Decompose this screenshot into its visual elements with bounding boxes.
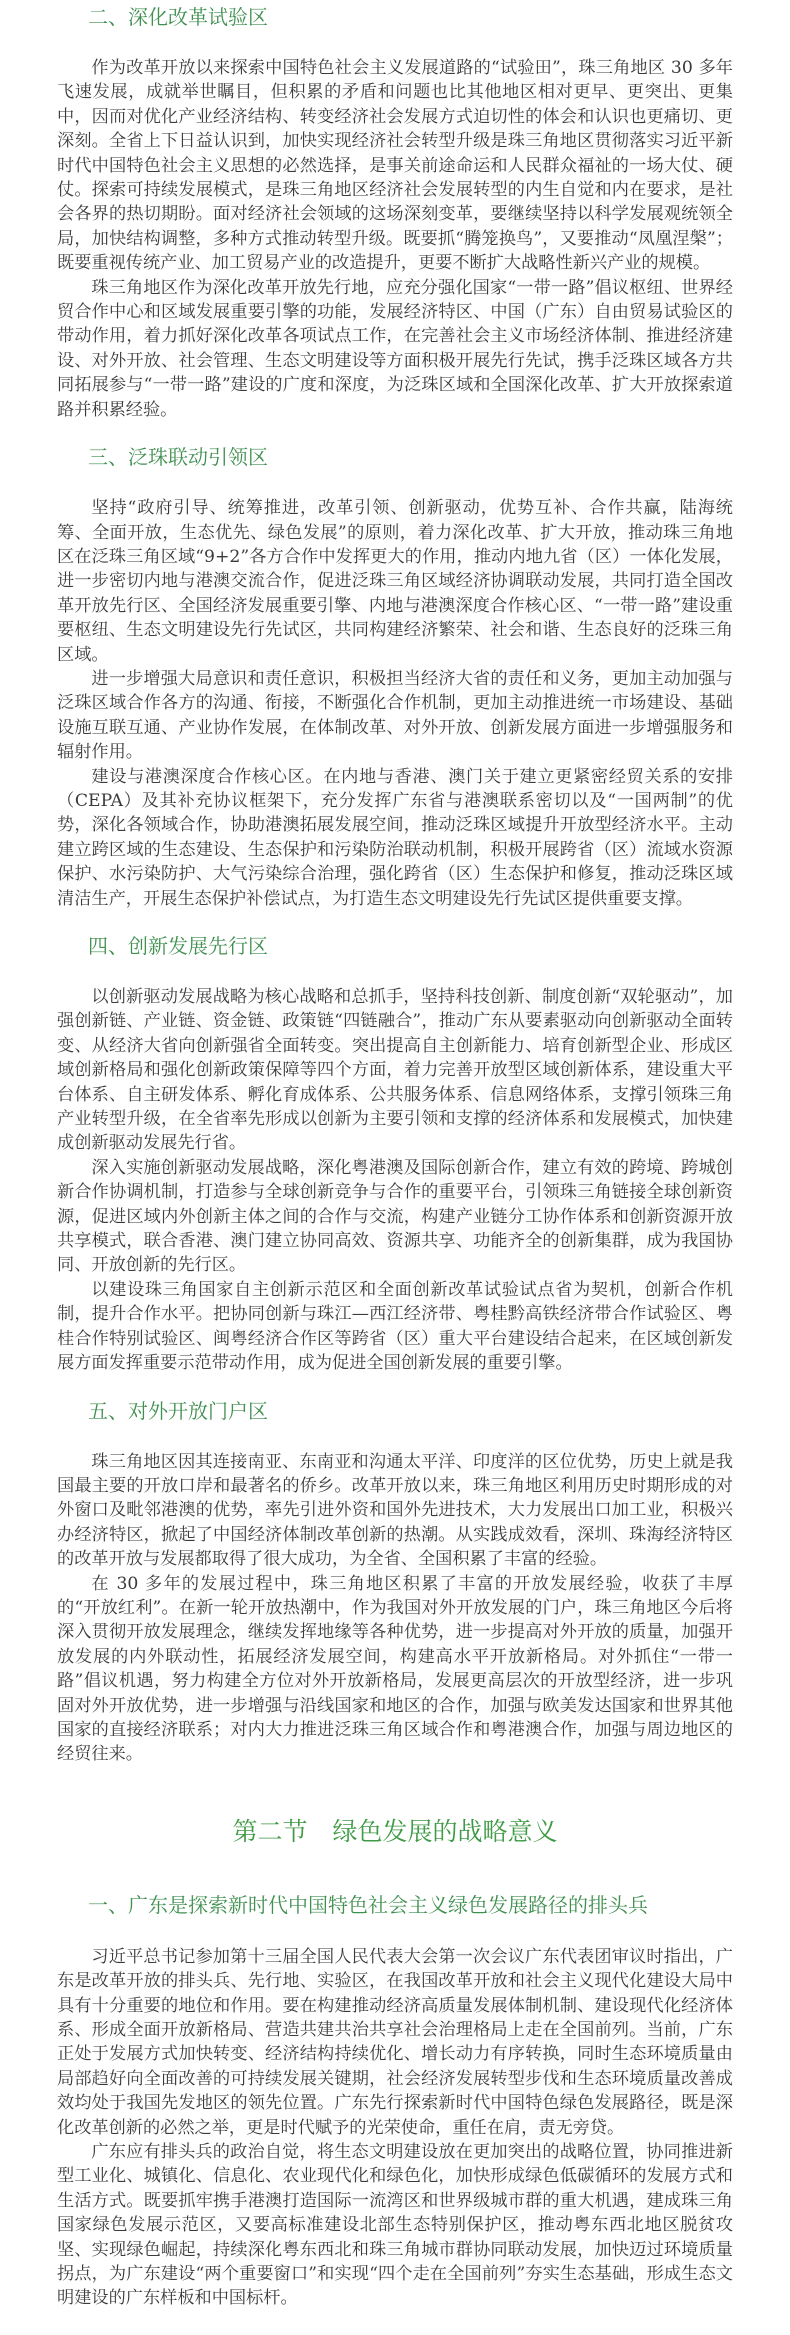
section-heading: 五、对外开放门户区 <box>88 1398 268 1423</box>
section-heading: 四、创新发展先行区 <box>88 934 268 958</box>
paragraph: 习近平总书记参加第十三届全国人民代表大会第一次会议广东代表团审议时指出，广东是改革开放的排头兵、先行地、实验区，在我国改革开放和社会主义现代化建设大局中具有十分重要的地位和作用。要在构建推动经济高质量发展体制机制、建设现代化经济体系、形成全面开放新格局、营造共建共治共享社会治理格局上走在全国前列。当前，广东正处于发展方式加快转变、经济结构持续优化、增长动力有序转换，同时生态环境质量由局部趋好向全面改善的可持续发展关键期，社会经济发展转型步伐和生态环境质量改善成效均处于我国先发地区的领先位置。广东先行探索新时代中国特色绿色发展路径，既是深化改革创新的必然之举，更是时代赋予的光荣使命，重任在肩，责无旁贷。 <box>57 1946 733 2138</box>
section-body <box>57 1945 733 2311</box>
paragraph: 作为改革开放以来探索中国特色社会主义发展道路的“试验田”，珠三角地区 30 多年飞速发展，成就举世瞩目，但积累的矛盾和问题也比其他地区相对更早、更突出、更集中，因而对优化产业经济结构、转变经济社会发展方式迫切性的体会和认识也更痛切、更深刻。全省上下日益认识到，加快实现经济社会转型升级是珠三角地区贯彻落实习近平新时代中国特色社会主义思想的必然选择，是事关前途命运和人民群众福祉的一场大仗、硬仗。探索可持续发展模式，是珠三角地区经济社会发展转型的内生自觉和内在要求，是社会各界的热切期盼。面对经济社会领域的这场深刻变革，要继续坚持以科学发展观统领全局，加快结构调整，多种方式推动转型升级。既要抓“腾笼换鸟”，又要推动“凤凰涅槃”；既要重视传统产业、加工贸易产业的改造提升，更要不断扩大战略性新兴产业的规模。 <box>57 58 733 274</box>
paragraph: 坚持“政府引导、统筹推进，改革引领、创新驱动，优势互补、合作共赢，陆海统筹、全面开放，生态优先、绿色发展”的原则，着力深化改革、扩大开放，推动珠三角地区在泛珠三角区域“9+2”各方合作中发挥更大的作用，推动内地九省（区）一体化发展，进一步密切内地与港澳交流合作，促进泛珠三角区域经济协调联动发展，共同打造全国改革开放先行区、全国经济发展重要引擎、内地与港澳深度合作核心区、“一带一路”建设重要枢纽、生态文明建设先行先试区，共同构建经济繁荣、社会和谐、生态良好的泛珠三角区域。 <box>57 498 733 665</box>
section-body <box>57 496 733 911</box>
paragraph: 珠三角地区作为深化改革开放先行地，应充分强化国家“一带一路”倡议枢纽、世界经贸合作中心和区域发展重要引擎的功能，发展经济特区、中国（广东）自由贸易试验区的带动作用，着力抓好深化改革各项试点工作，在完善社会主义市场经济体制、推进经济建设、对外开放、社会管理、生态文明建设等方面积极开展先行先试，携手泛珠区域各方共同拓展参与“一带一路”建设的广度和深度，为泛珠区域和全国深化改革、扩大开放探索道路并积累经验。 <box>57 277 733 420</box>
section-body <box>57 985 733 1376</box>
paragraph: 珠三角地区因其连接南亚、东南亚和沟通太平洋、印度洋的区位优势，历史上就是我国最主要的开放口岸和最著名的侨乡。改革开放以来，珠三角地区利用历史时期形成的对外窗口及毗邻港澳的优势，率先引进外资和国外先进技术，大力发展出口加工业，积极兴办经济特区，掀起了中国经济体制改革创新的热潮。从实践成效看，深圳、珠海经济特区的改革开放与发展都取得了很大成功，为全省、全国积累了丰富的经验。 <box>57 1451 733 1570</box>
paragraph: 以建设珠三角国家自主创新示范区和全面创新改革试验试点省为契机，创新合作机制，提升合作水平。把协同创新与珠江—西江经济带、粤桂黔高铁经济带合作试验区、粤桂合作特别试验区、闽粤经济合作区等跨省（区）重大平台建设结合起来，在区域创新发展方面发挥重要示范带动作用，成为促进全国创新发展的重要引擎。 <box>57 1279 733 1374</box>
paragraph: 以创新驱动发展战略为核心战略和总抓手，坚持科技创新、制度创新“双轮驱动”，加强创新链、产业链、资金链、政策链“四链融合”，推动广东从要素驱动向创新驱动全面转变、从经济大省向创新强省全面转变。突出提高自主创新能力、培育创新型企业、形成区域创新格局和强化创新政策保障等四个方面，着力完善开放型区域创新体系，建设重大平台体系、自主研发体系、孵化育成体系、公共服务体系、信息网络体系，支撑引领珠三角产业转型升级，在全省率先形成以创新为主要引领和支撑的经济体系和发展模式，加快建成创新驱动发展先行省。 <box>57 987 733 1154</box>
section-heading: 三、泛珠联动引领区 <box>88 445 268 470</box>
paragraph: 广东应有排头兵的政治自觉，将生态文明建设放在更加突出的战略位置，协同推进新型工业化、城镇化、信息化、农业现代化和绿色化，加快形成绿色低碳循环的发展方式和生活方式。既要抓牢携手港澳打造国际一流湾区和世界级城市群的重大机遇，建成珠三角国家绿色发展示范区，又要高标准建设北部生态特别保护区，推动粤东西北地区脱贫攻坚、实现绿色崛起，持续深化粤东西北和珠三角城市群协同联动发展，加快迈过环境质量拐点，为广东建设“两个重要窗口”和实现“四个走在全国前列”夯实生态基础，形成生态文明建设的广东样板和中国标杆。 <box>57 2142 733 2309</box>
paragraph: 进一步增强大局意识和责任意识，积极担当经济大省的责任和义务，更加主动加强与泛珠区域合作各方的沟通、衔接，不断强化合作机制，更加主动推进统一市场建设、基础设施互联互通、产业协作发展，在体制改革、对外开放、创新发展方面进一步增强服务和辐射作用。 <box>57 668 733 763</box>
chapter-heading: 第二节 绿色发展的战略意义 <box>232 1816 558 1846</box>
paragraph: 在 30 多年的发展过程中，珠三角地区积累了丰富的开放发展经验，收获了丰厚的“开放红利”。在新一轮开放热潮中，作为我国对外开放发展的门户，珠三角地区今后将深入贯彻开放发展理念，继续发挥地缘等各种优势，进一步提高对外开放的质量，加强开放发展的内外联动性，拓展经济发展空间，构建高水平开放新格局。对外抓住“一带一路”倡议机遇，努力构建全方位对外开放新格局，发展更高层次的开放型经济，进一步巩固对外开放优势，进一步增强与沿线国家和地区的合作，加强与欧美发达国家和世界其他国家的直接经济联系；对内大力推进泛珠三角区域合作和粤港澳合作，加强与周边地区的经贸往来。 <box>57 1573 733 1765</box>
subsection-heading: 一、广东是探索新时代中国特色社会主义绿色发展路径的排头兵 <box>88 1892 648 1917</box>
section-body <box>57 1450 733 1767</box>
paragraph: 深入实施创新驱动发展战略，深化粤港澳及国际创新合作，建立有效的跨境、跨城创新合作协调机制，打造参与全球创新竞争与合作的重要平台，引领珠三角链接全球创新资源，促进区域内外创新主体之间的合作与交流，构建产业链分工协作体系和创新资源开放共享模式，联合香港、澳门建立协同高效、资源共享、功能齐全的创新集群，成为我国协同、开放创新的先行区。 <box>57 1157 733 1276</box>
section-body <box>57 56 733 422</box>
paragraph: 建设与港澳深度合作核心区。在内地与香港、澳门关于建立更紧密经贸关系的安排（CEPA）及其补充协议框架下，充分发挥广东省与港澳联系密切以及“一国两制”的优势，深化各领域合作，协助港澳拓展发展空间，推动泛珠区域提升开放型经济水平。主动建立跨区域的生态建设、生态保护和污染防治联动机制，积极开展跨省（区）流域水资源保护、水污染防护、大气污染综合治理，强化跨省（区）生态保护和修复，推动泛珠区域清洁生产，开展生态保护补偿试点，为打造生态文明建设先行先试区提供重要支撑。 <box>57 766 733 909</box>
section-heading: 二、深化改革试验区 <box>88 5 268 29</box>
